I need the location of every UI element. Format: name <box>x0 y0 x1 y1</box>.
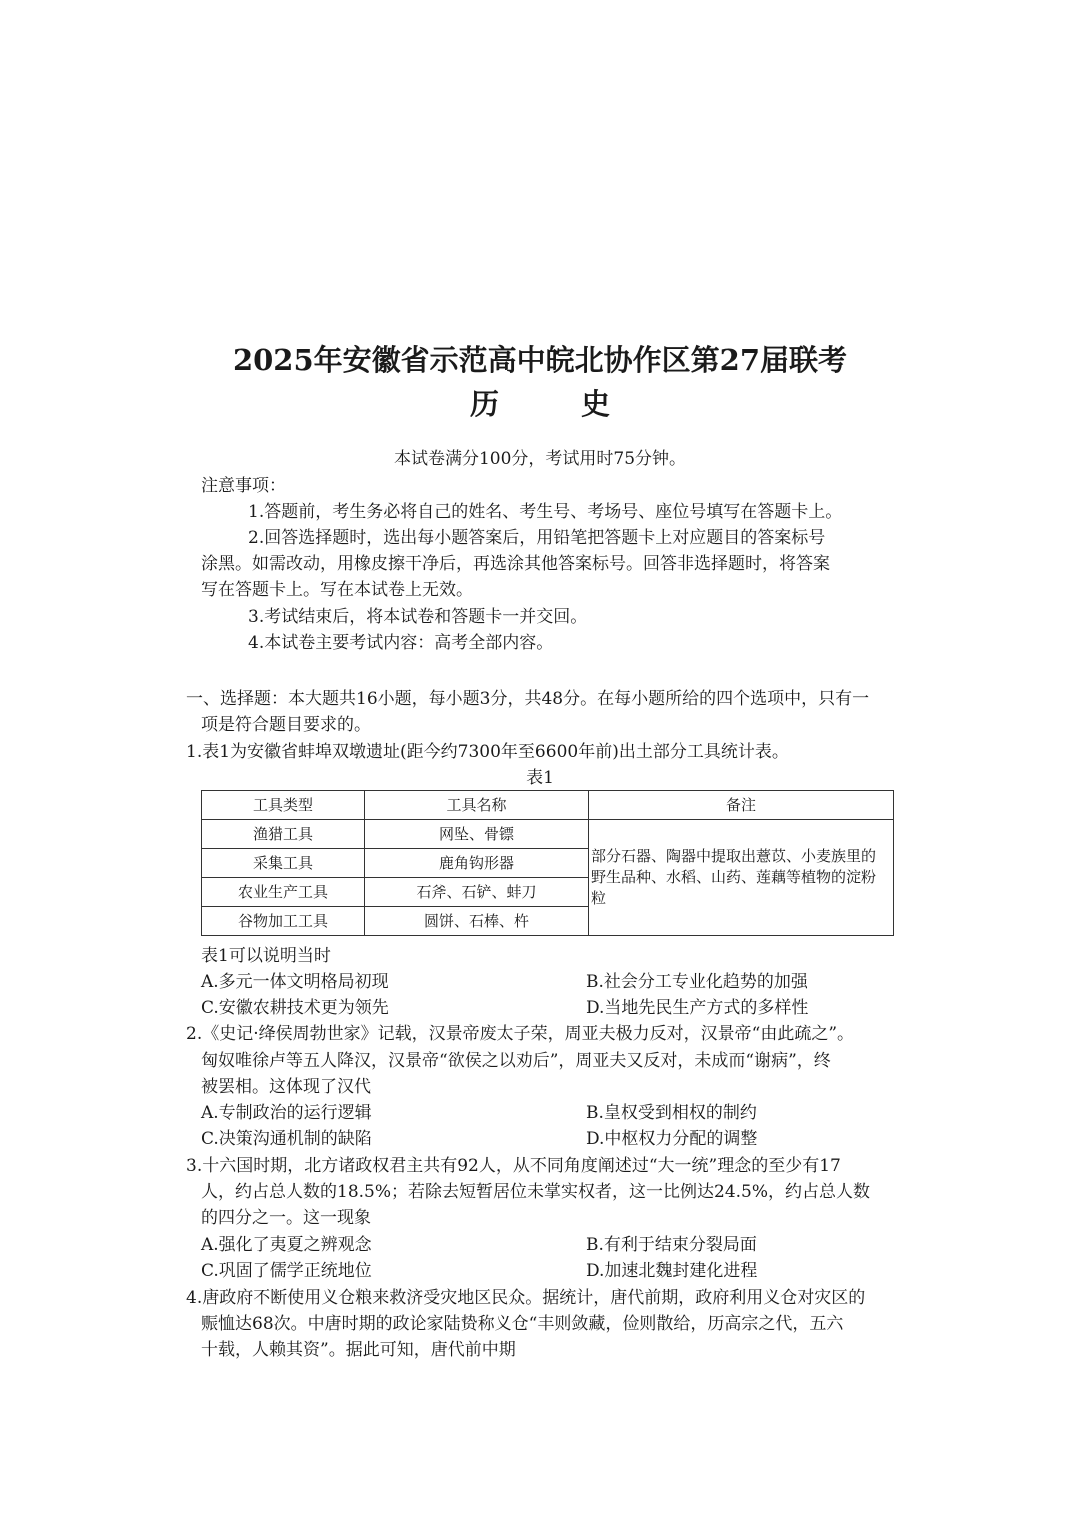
table-cell: 采集工具 <box>202 849 365 878</box>
q4-line-3: 十载，人赖其资”。据此可知，唐代前中期 <box>201 1340 516 1360</box>
table-cell: 圆饼、石棒、杵 <box>365 907 589 936</box>
notice-line-1: 1.答题前，考生务必将自己的姓名、考生号、考场号、座位号填写在答题卡上。 <box>248 502 843 522</box>
q2-line-3: 被罢相。这体现了汉代 <box>201 1077 371 1097</box>
score-time-note: 本试卷满分100分，考试用时75分钟。 <box>393 449 687 469</box>
q3-option-a[interactable]: A.强化了夷夏之辨观念 <box>201 1235 372 1255</box>
q3-option-d[interactable]: D.加速北魏封建化进程 <box>586 1261 758 1281</box>
table-row <box>202 820 894 849</box>
notice-line-4: 写在答题卡上。写在本试卷上无效。 <box>201 580 473 600</box>
subject-char-2: 史 <box>581 387 611 421</box>
q2-option-b[interactable]: B.皇权受到相权的制约 <box>586 1103 757 1123</box>
q1-question: 表1可以说明当时 <box>201 946 331 966</box>
table-cell: 谷物加工工具 <box>202 907 365 936</box>
q2-option-d[interactable]: D.中枢权力分配的调整 <box>586 1129 758 1149</box>
q1-stem: 1.表1为安徽省蚌埠双墩遗址(距今约7300年至6600年前)出土部分工具统计表。 <box>186 742 789 762</box>
q2-line-1: 2.《史记·绛侯周勃世家》记载，汉景帝废太子荣，周亚夫极力反对，汉景帝“由此疏之”。 <box>186 1024 855 1044</box>
table-cell: 渔猎工具 <box>202 820 365 849</box>
q2-option-a[interactable]: A.专制政治的运行逻辑 <box>201 1103 372 1123</box>
table-note-line: 野生品种、水稻、山药、莲藕等植物的淀粉 <box>591 868 877 886</box>
q3-option-b[interactable]: B.有利于结束分裂局面 <box>586 1235 757 1255</box>
notice-line-6: 4.本试卷主要考试内容：高考全部内容。 <box>248 633 554 653</box>
q3-line-1: 3.十六国时期，北方诸政权君主共有92人，从不同角度阐述过“大一统”理念的至少有17 <box>186 1156 841 1176</box>
notice-line-2: 2.回答选择题时，选出每小题答案后，用铅笔把答题卡上对应题目的答案标号 <box>248 528 826 548</box>
table-cell: 石斧、石铲、蚌刀 <box>365 878 589 907</box>
section-heading-line-1: 一、选择题：本大题共16小题，每小题3分，共48分。在每小题所给的四个选项中，只有一 <box>186 689 870 709</box>
notice-title: 注意事项： <box>201 476 286 496</box>
subject-title <box>0 382 1080 423</box>
q1-option-d[interactable]: D.当地先民生产方式的多样性 <box>586 998 809 1018</box>
q1-option-b[interactable]: B.社会分工专业化趋势的加强 <box>586 972 808 992</box>
table-note-cell <box>589 820 894 936</box>
section-heading-line-2: 项是符合题目要求的。 <box>201 715 371 735</box>
q2-line-2: 匈奴唯徐卢等五人降汉，汉景帝“欲侯之以劝后”，周亚夫又反对，未成而“谢病”，终 <box>201 1051 831 1071</box>
q2-option-c[interactable]: C.决策沟通机制的缺陷 <box>201 1129 372 1149</box>
q3-line-2: 人，约占总人数的18.5%；若除去短暂居位未掌实权者，这一比例达24.5%，约占总人数 <box>201 1182 871 1202</box>
q3-line-3: 的四分之一。这一现象 <box>201 1208 371 1228</box>
table-header-cell: 工具名称 <box>365 791 589 820</box>
subject-char-1: 历 <box>469 387 499 421</box>
table-header-cell: 工具类型 <box>202 791 365 820</box>
q4-line-2: 赈恤达68次。中唐时期的政论家陆贽称义仓“丰则敛藏，俭则散给，历高宗之代，五六 <box>201 1314 844 1334</box>
table-note-line: 部分石器、陶器中提取出薏苡、小麦族里的 <box>591 847 877 865</box>
table-cell: 农业生产工具 <box>202 878 365 907</box>
q4-line-1: 4.唐政府不断使用义仓粮来救济受灾地区民众。据统计，唐代前期，政府利用义仓对灾区的 <box>186 1288 866 1308</box>
table-note-line: 粒 <box>591 889 607 907</box>
table-caption: 表1 <box>526 768 554 788</box>
table-header-row <box>202 791 894 820</box>
tool-table <box>201 790 894 936</box>
exam-title: 2025年安徽省示范高中皖北协作区第27届联考 <box>232 343 848 377</box>
table-cell: 网坠、骨镖 <box>365 820 589 849</box>
notice-line-3: 涂黑。如需改动，用橡皮擦干净后，再选涂其他答案标号。回答非选择题时，将答案 <box>201 554 830 574</box>
q1-option-a[interactable]: A.多元一体文明格局初现 <box>201 972 389 992</box>
q1-option-c[interactable]: C.安徽农耕技术更为领先 <box>201 998 389 1018</box>
q3-option-c[interactable]: C.巩固了儒学正统地位 <box>201 1261 372 1281</box>
table-header-cell: 备注 <box>589 791 894 820</box>
notice-line-5: 3.考试结束后，将本试卷和答题卡一并交回。 <box>248 607 588 627</box>
table-cell: 鹿角钩形器 <box>365 849 589 878</box>
